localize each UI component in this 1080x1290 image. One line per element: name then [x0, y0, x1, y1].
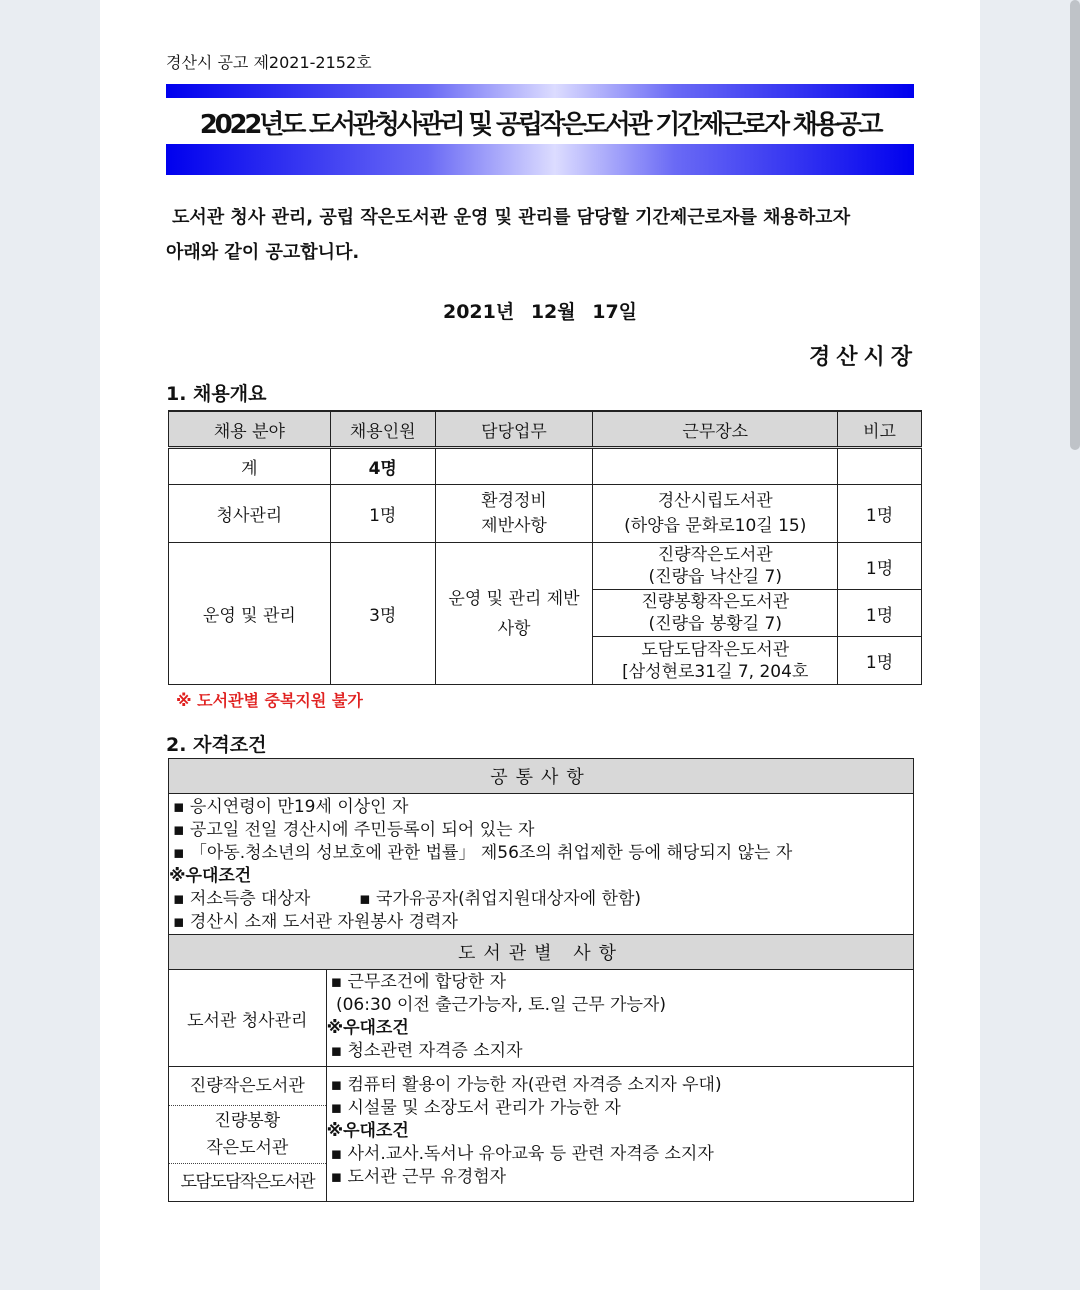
total-count: 4명 — [330, 448, 435, 485]
library-header-row — [169, 935, 914, 970]
lib1-item-1: ▪ 근무조건에 합당한 자 — [330, 972, 507, 992]
recruitment-overview-table — [168, 410, 922, 685]
lib1-pref: ▪ 청소관련 자격증 소지자 — [330, 1041, 523, 1061]
pref-volunteer: ▪ 경산시 소재 도서관 자원봉사 경력자 — [173, 912, 458, 932]
pref-veteran: ▪ 국가유공자(취업지원대상자에 한함) — [359, 889, 642, 909]
row1-field: 청사관리 — [169, 485, 331, 543]
lib2-pref-label: ※우대조건 — [326, 1121, 409, 1141]
document-title: 2022년도 도서관청사관리 및 공립작은도서관 기간제근로자 채용공고 — [199, 110, 881, 140]
total-label: 계 — [169, 448, 331, 485]
lib1-content — [326, 970, 913, 1067]
qualification-table — [168, 758, 914, 1202]
row2-duty: 운영 및 관리 제반 사항 — [435, 543, 593, 685]
lib2-names — [169, 1067, 327, 1202]
lib2-item-2: ▪ 시설물 및 소장도서 관리가 가능한 자 — [330, 1098, 621, 1118]
row1-place: 경산시립도서관 (하양읍 문화로10길 15) — [593, 485, 838, 543]
common-pref-row — [169, 888, 913, 911]
header-field: 채용 분야 — [169, 411, 331, 448]
intro-paragraph — [166, 200, 926, 270]
common-item-3: ▪ 「아동.청소년의 성보호에 관한 법률」 제56조의 취업제한 등에 해당되지 않는 자 — [173, 843, 793, 863]
title-band-bottom — [166, 144, 914, 175]
intro-line-2: 아래와 같이 공고합니다. — [166, 242, 360, 263]
header-note: 비고 — [838, 411, 922, 448]
table-header-row — [169, 411, 922, 448]
lib2-pref-1: ▪ 사서.교사.독서나 유아교육 등 관련 자격증 소지자 — [330, 1144, 714, 1164]
table-row-ops-1 — [169, 543, 922, 590]
lib2-name-dodam: 도담도담작은도서관 — [169, 1163, 326, 1200]
lib1-pref-label: ※우대조건 — [326, 1018, 409, 1038]
library-header: 도서관별 사항 — [169, 935, 914, 970]
lib2-pref-2: ▪ 도서관 근무 유경험자 — [330, 1167, 507, 1187]
section-2-title: 2. 자격조건 — [166, 734, 267, 756]
row2-note-2: 1명 — [838, 590, 922, 637]
title-banner — [166, 84, 914, 175]
row1-duty: 환경정비 제반사항 — [435, 485, 593, 543]
row2-place-3: 도담도담작은도서관 [삼성현로31길 7, 204호 — [593, 637, 838, 685]
lib2-item-1: ▪ 컴퓨터 활용이 가능한 자(관련 자격증 소지자 우대) — [330, 1075, 722, 1095]
common-item-1: ▪ 응시연령이 만19세 이상인 자 — [173, 797, 409, 817]
scrollbar[interactable] — [1070, 0, 1080, 450]
row2-place-1: 진량작은도서관 (진량읍 낙산길 7) — [593, 543, 838, 590]
lib1-row — [169, 970, 914, 1067]
row2-note-1: 1명 — [838, 543, 922, 590]
notice-number: 경산시 공고 제2021-2152호 — [166, 53, 372, 72]
common-header: 공통사항 — [169, 759, 914, 794]
document-page — [100, 0, 980, 1290]
lib1-item-2: (06:30 이전 출근가능자, 토.일 근무 가능자) — [330, 995, 666, 1015]
common-pref-label: ※우대조건 — [169, 866, 252, 886]
pref-low-income: ▪ 저소득층 대상자 — [173, 889, 311, 909]
intro-line-1: 도서관 청사 관리, 공립 작은도서관 운영 및 관리를 담당할 기간제근로자를 채용하고자 — [172, 207, 851, 228]
row2-note-3: 1명 — [838, 637, 922, 685]
common-content-row — [169, 794, 914, 935]
lib2-content — [326, 1067, 913, 1202]
table-row-building — [169, 485, 922, 543]
signer: 경산시장 — [808, 345, 918, 370]
table-row-total — [169, 448, 922, 485]
header-count: 채용인원 — [330, 411, 435, 448]
lib2-name-bonghwang: 진량봉황 작은도서관 — [169, 1105, 326, 1163]
row2-field: 운영 및 관리 — [169, 543, 331, 685]
lib1-name: 도서관 청사관리 — [169, 970, 327, 1067]
row1-count: 1명 — [330, 485, 435, 543]
header-place: 근무장소 — [593, 411, 838, 448]
section-1-title: 1. 채용개요 — [166, 383, 267, 405]
row2-place-2: 진량봉황작은도서관 (진량읍 봉황길 7) — [593, 590, 838, 637]
lib2-name-jinryang: 진량작은도서관 — [189, 1076, 305, 1096]
common-item-2: ▪ 공고일 전일 경산시에 주민등록이 되어 있는 자 — [173, 820, 535, 840]
notice-date: 2021년 12월 17일 — [442, 301, 638, 323]
row2-count: 3명 — [330, 543, 435, 685]
common-content — [169, 794, 914, 935]
lib2-row — [169, 1067, 914, 1202]
common-header-row — [169, 759, 914, 794]
duplicate-warning: ※ 도서관별 중복지원 불가 — [176, 691, 363, 710]
header-duty: 담당업무 — [435, 411, 593, 448]
row1-note: 1명 — [838, 485, 922, 543]
title-band-top — [166, 84, 914, 98]
